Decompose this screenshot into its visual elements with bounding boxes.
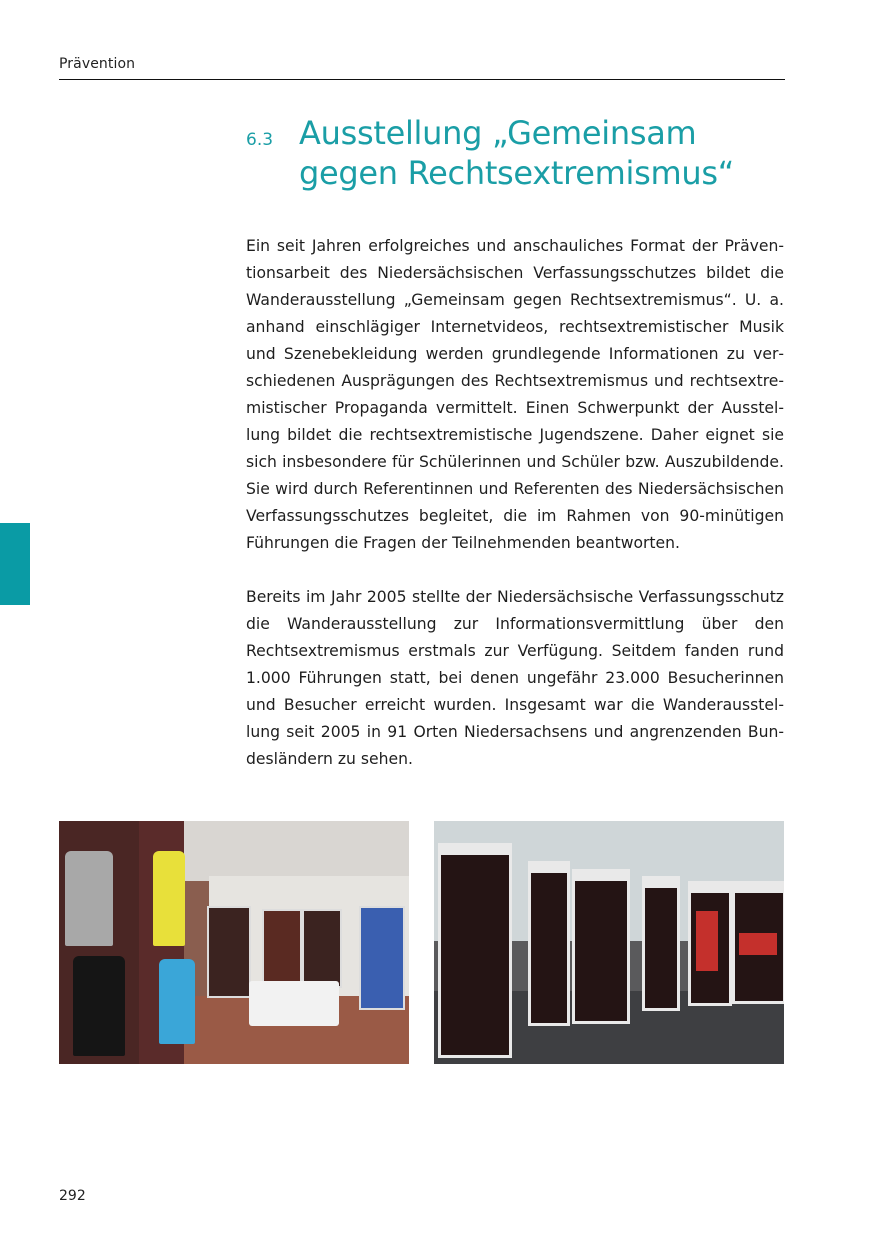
chapter-side-tab	[0, 523, 30, 605]
exhibition-photo-room	[59, 821, 409, 1064]
exhibition-panel	[438, 843, 512, 1058]
tshirt-yellow	[153, 851, 185, 946]
header-rule	[59, 79, 785, 80]
exhibition-panel	[572, 869, 630, 1024]
body-paragraph: Bereits im Jahr 2005 stellte der Niedersächsische Verfassungsschutz die Wanderausstellung zur Informationsvermittlung über den Rechtsextremismus erstmals zur Verfügung. Seitdem fanden rund 1.000 Führungen statt, bei denen ungefähr 23.000 Besucherinnen und Besucher erreicht wurden. Insgesamt war die Wanderausstellung seit 2005 in 91 Orten Niedersachsens und angrenzenden Bundesländern zu sehen.	[246, 588, 784, 768]
exhibition-panel	[528, 861, 570, 1026]
exhibition-panel	[642, 876, 680, 1011]
photo-ceiling	[169, 821, 409, 881]
tshirt-grey	[65, 851, 113, 946]
section-number: 6.3	[246, 130, 274, 150]
exhibition-board	[302, 909, 342, 988]
tshirt-black	[73, 956, 125, 1056]
panel-red-highlight	[739, 933, 777, 955]
section-title: Ausstellung „Gemeinsam gegen Rechtsextremismus“	[299, 114, 735, 192]
exhibition-board	[207, 906, 251, 998]
exhibition-board	[359, 906, 405, 1010]
page-number: 292	[59, 1188, 86, 1204]
running-header: Prävention	[59, 56, 136, 72]
tshirt-blue	[159, 959, 195, 1044]
white-bench	[249, 981, 339, 1026]
panel-red-highlight	[696, 911, 718, 971]
body-paragraph: Ein seit Jahren erfolgreiches und anschauliches Format der Präventionsarbeit des Niedersächsischen Verfassungsschutzes bildet die Wanderausstellung „Gemeinsam gegen Rechtsextremismus“. U. a. anhand einschlägiger Internetvideos, rechtsextremistischer Musik und Szenebekleidung werden grundlegende Informationen zu verschiedenen Ausprägungen des Rechtsextremismus und rechtsextremistischer Propaganda vermittelt. Einen Schwerpunkt der Ausstellung bildet die rechtsextremistische Jugendszene. Daher eignet sie sich insbesondere für Schülerinnen und Schüler bzw. Auszubildende. Sie wird durch Referentinnen und Referenten des Niedersächsischen Verfassungsschutzes begleitet, die im Rahmen von 90-minütigen Führungen die Fragen der Teilnehmenden beantworten.	[246, 237, 784, 552]
exhibition-photo-panels	[434, 821, 784, 1064]
